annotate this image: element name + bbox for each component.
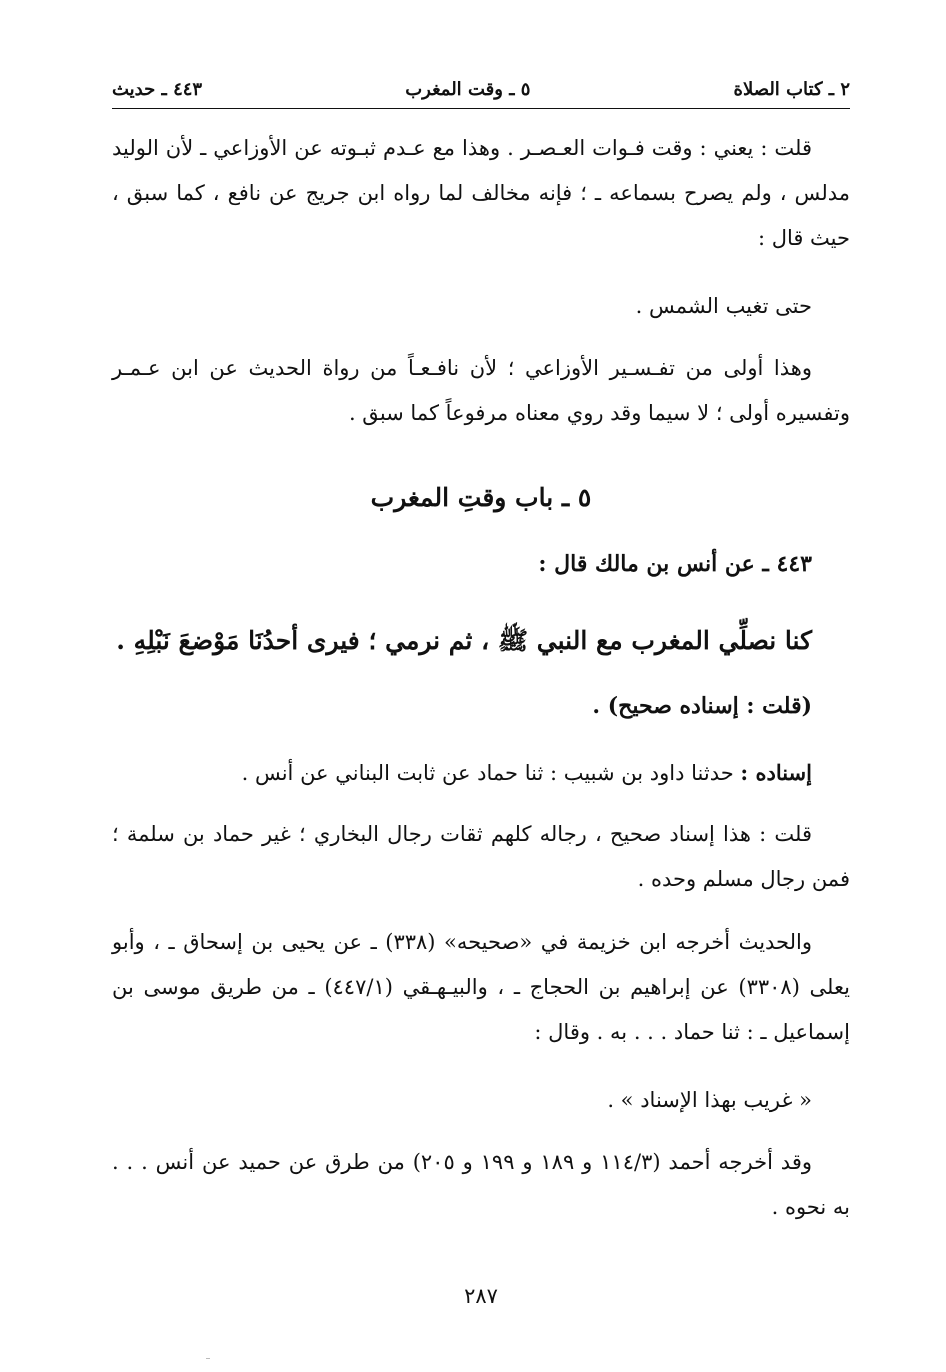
running-header	[112, 74, 850, 104]
paragraph-3: وهذا أولى من تفـسـير الأوزاعي ؛ لأن نافـعـاً من رواة الحديث عن ابن عـمـر وتفسيره أولى ؛ لا سيما وقد روي معناه مرفوعاً كما سبق .	[112, 356, 850, 425]
page-number: ٢٨٧	[464, 1284, 498, 1308]
header-chapter-title: ٥ ـ وقت المغرب	[405, 78, 531, 100]
paragraph-1: قلت : يعني : وقت فـوات العـصـر . وهذا مع عـدم ثبـوته عن الأوزاعي ـ لأن الوليد مدلس ، ولم يصرح بسماعه ـ ؛ فإنه مخالف لما رواه ابن جريج عن نافع ، كما سبق ، حيث قال :	[112, 136, 850, 250]
header-hadith-number: ٤٤٣ ـ حديث	[112, 78, 203, 100]
header-book-title: ٢ ـ كتاب الصلاة	[733, 78, 850, 100]
paragraph-5: والحديث أخرجه ابن خزيمة في «صحيحه» (٣٣٨) ـ عن يحيى بن إسحاق ـ ، وأبو يعلى (٣٣٠٨) عن إبراهيم بن الحجاج ـ ، والبيـهـقي (٤٤٧/١) ـ من طريق موسى بن إسماعيل ـ : ثنا حماد . . . به . وقال :	[112, 930, 850, 1044]
paragraph-2: حتى تغيب الشمس .	[635, 294, 812, 318]
chapter-title: ٥ ـ باب وقتِ المغرب	[370, 483, 592, 512]
paragraph-6: « غريب بهذا الإسناد » .	[607, 1088, 812, 1112]
hadith-text: كنا نصلِّي المغرب مع النبي ﷺ ، ثم نرمي ؛ فيرى أحدُنَا مَوْضعَ نَبْلِهِ .	[116, 626, 812, 655]
scan-speck	[206, 1358, 210, 1359]
hadith-intro: ٤٤٣ ـ عن أنس بن مالك قال :	[538, 551, 812, 577]
paragraph-7: وقد أخرجه أحمد (١١٤/٣ و ١٨٩ و ١٩٩ و ٢٠٥) من طرق عن حميد عن أنس . . . به نحوه .	[112, 1150, 850, 1219]
paragraph-4: قلت : هذا إسناد صحيح ، رجاله كلهم ثقات رجال البخاري ؛ غير حماد بن سلمة ؛ فمن رجال مسلم وحده .	[112, 822, 850, 891]
hadith-grade: (قلت : إسناده صحيح) .	[592, 693, 812, 719]
isnad-label: إسناده :	[740, 760, 812, 785]
isnad-paragraph	[112, 750, 850, 796]
header-rule	[112, 108, 850, 109]
isnad-text: حدثنا داود بن شبيب : ثنا حماد عن ثابت البناني عن أنس .	[241, 761, 741, 785]
